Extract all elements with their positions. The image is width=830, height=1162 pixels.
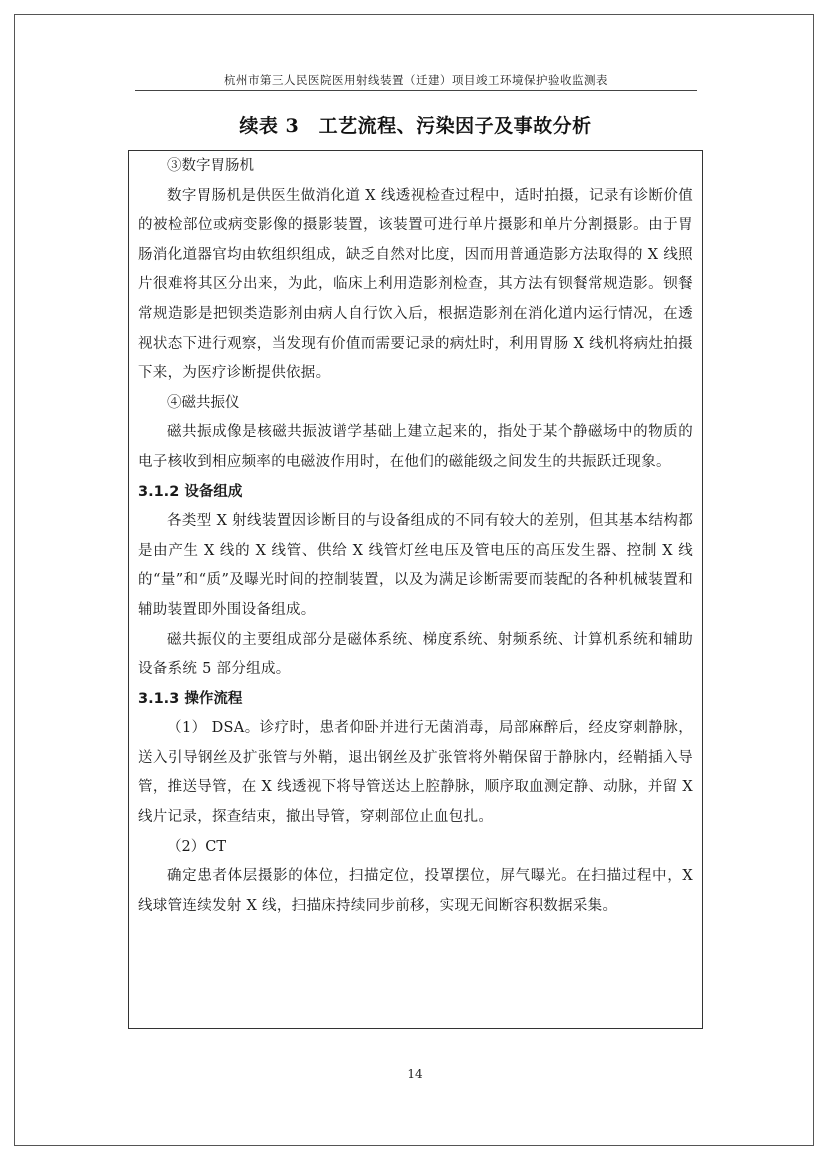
content-box [128,150,703,1029]
mri-paragraph: 磁共振成像是核磁共振波谱学基础上建立起来的，指处于某个静磁场中的物质的电子核收到相应频率的电磁波作用时，在他们的磁能级之间发生的共振跃迁现象。 [138,424,693,470]
equipment-paragraph-1: 各类型 X 射线装置因诊断目的与设备组成的不同有较大的差别，但其基本结构都是由产生 X 线的 X 线管、供给 X 线管灯丝电压及管电压的高压发生器、控制 X 线的“量”和“质”及曝光时间的控制装置，以及为满足诊断需要而装配的各种机械装置和辅助装置即外围设备组成。 [138,513,693,618]
digital-gi-paragraph: 数字胃肠机是供医生做消化道 X 线透视检查过程中，适时拍摄，记录有诊断价值的被检部位或病变影像的摄影装置，该装置可进行单片摄影和单片分割摄影。由于胃肠消化道器官均由软组织组成，缺乏自然对比度，因而用普通造影方法取得的 X 线照片很难将其区分出来，为此，临床上利用造影剂检查，其方法有钡餐常规造影。钡餐常规造影是把钡类造影剂由病人自行饮入后，根据造影剂在消化道内运行情况，在透视状态下进行观察，当发现有价值而需要记录的病灶时，利用胃肠 X 线机将病灶拍摄下来，为医疗诊断提供依据。 [138,187,693,382]
ct-heading: （2）CT [167,838,226,855]
equipment-paragraph-2: 磁共振仪的主要组成部分是磁体系统、梯度系统、射频系统、计算机系统和辅助设备系统 5 部分组成。 [138,631,693,678]
section-3-1-2-heading: 3.1.2 设备组成 [138,483,243,500]
running-header: 杭州市第三人民医院医用射线装置（迁建）项目竣工环境保护验收监测表 [224,73,608,87]
content-body [138,152,693,921]
ct-paragraph: 确定患者体层摄影的体位，扫描定位，投罩摆位，屏气曝光。在扫描过程中，X 线球管连续发射 X 线，扫描床持续同步前移，实现无间断容积数据采集。 [138,868,693,914]
mri-heading: ④磁共振仪 [167,394,240,411]
header-rule [135,90,697,91]
digital-gi-heading: ③数字胃肠机 [167,158,254,174]
dsa-paragraph: （1） DSA。诊疗时，患者仰卧并进行无菌消毒，局部麻醉后，经皮穿刺静脉，送入引导钢丝及扩张管与外鞘，退出钢丝及扩张管将外鞘保留于静脉内，经鞘插入导管，推送导管，在 X 线透视下将导管送达上腔静脉，顺序取血测定静、动脉，并留 X 线片记录，探查结束，撤出导管，穿刺部位止血包扎。 [138,720,693,826]
section-3-1-3-heading: 3.1.3 操作流程 [138,690,243,707]
page-number: 14 [407,1067,423,1081]
table-title: 续表 3 工艺流程、污染因子及事故分析 [239,115,592,137]
